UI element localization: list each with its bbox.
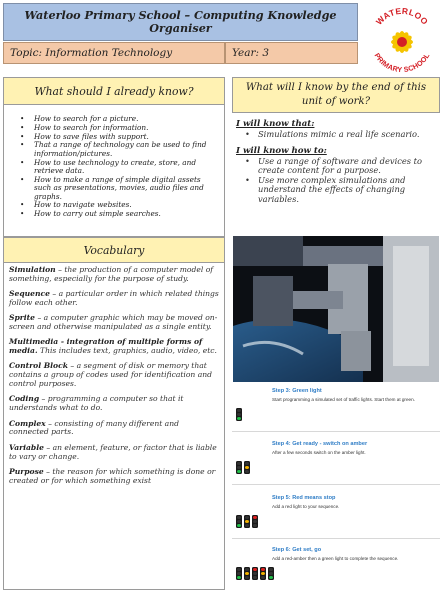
step-title: Step 3: Green light [272, 388, 322, 394]
step-description: Start programming a simulated set of traffic lights. Start them at green. [272, 397, 415, 402]
topic-label: Topic: Information Technology [3, 42, 225, 64]
vocab-term: Complex [9, 418, 46, 428]
list-item: • How to navigate websites. [34, 201, 216, 209]
list-item: • How to carry out simple searches. [34, 210, 216, 218]
step-4 [232, 437, 440, 485]
vocab-item-control-block: Control Block – a segment of disk or memory that contains a group of codes used for identification and control purposes. [9, 361, 212, 389]
traffic-light-icon [252, 515, 258, 528]
vocab-term: Sprite [9, 313, 36, 323]
list-item: • Use more complex simulations and understand the effects of changing variables. [258, 176, 434, 205]
step-6 [232, 543, 440, 591]
step-5 [232, 491, 440, 539]
vocab-item-variable: Variable – an element, feature, or factor that is liable to vary or change. [9, 442, 217, 461]
page-title: Waterloo Primary School – Computing Knowledge Organiser [3, 3, 358, 41]
know-that-label: I will know that: [236, 119, 315, 129]
traffic-light-icon [244, 567, 250, 580]
vocab-term: Variable [9, 442, 44, 452]
vocab-definition: This includes text, graphics, audio, video, etc. [40, 346, 217, 356]
vocab-definition: programming a computer so that it understands what to do. [9, 394, 184, 413]
space-station-simulation-image [233, 236, 439, 382]
step-description: Add a red-amber then a green light to complete the sequence. [272, 556, 399, 561]
traffic-light-icon [244, 461, 250, 474]
list-item: • How to search for information. [34, 124, 216, 132]
will-know-section [232, 113, 440, 233]
vocab-definition: a computer graphic which may be moved on-screen and otherwise manipulated as a single entity. [9, 313, 218, 332]
vocab-term: Coding [9, 394, 40, 404]
svg-text:WATERLOO: WATERLOO [373, 5, 431, 27]
know-list [3, 105, 225, 237]
vocab-definition: a segment of disk or memory that contains a group of codes used for identification and control purposes. [9, 361, 212, 389]
traffic-light-icons [236, 408, 242, 421]
list-item: • Simulations mimic a real life scenario. [258, 130, 434, 140]
list-item: • How to use technology to create, store, and retrieve data. [34, 159, 216, 176]
vocab-term: Control Block [9, 361, 68, 371]
step-3 [232, 384, 440, 432]
traffic-light-icon [252, 567, 258, 580]
know-heading: What should I already know? [3, 77, 225, 105]
vocab-term: Sequence [9, 289, 50, 299]
traffic-light-icon [244, 515, 250, 528]
vocab-item-sprite: Sprite – a computer graphic which may be moved on-screen and otherwise manipulated as a single entity. [9, 313, 218, 332]
list-item: • That a range of technology can be used to find information/pictures. [34, 141, 216, 158]
traffic-light-icon [260, 567, 266, 580]
vocab-definition: a particular order in which related things follow each other. [9, 289, 219, 308]
vocab-item-purpose: Purpose – the reason for which something is done or created or for which something exist [9, 466, 216, 485]
year-label: Year: 3 [225, 42, 358, 64]
vocabulary-heading: Vocabulary [3, 237, 225, 263]
vocab-item-sequence: Sequence – a particular order in which related things follow each other. [9, 289, 219, 308]
vocab-item-coding: Coding – programming a computer so that it understands what to do. [9, 394, 184, 413]
vocab-item-multimedia [9, 338, 219, 356]
step-description: Add a red light to your sequence. [272, 504, 340, 509]
traffic-light-icon [236, 567, 242, 580]
traffic-light-icon [236, 515, 242, 528]
vocab-definition: the production of a computer model of something, especially for the purpose of study. [9, 265, 214, 283]
traffic-light-icons [236, 567, 274, 580]
vocab-item-complex: Complex – consisting of many different and connected parts. [9, 418, 179, 437]
step-title: Step 4: Get ready - switch on amber [272, 441, 368, 447]
list-item: • How to search for a picture. [34, 115, 216, 123]
traffic-light-icons [236, 461, 250, 474]
traffic-light-icon [236, 408, 242, 421]
step-title: Step 6: Get set, go [272, 547, 322, 553]
list-item: • How to make a range of simple digital assets such as presentations, movies, audio files and graphs. [34, 176, 216, 201]
vocabulary-list [3, 263, 225, 590]
traffic-light-icon [268, 567, 274, 580]
vocab-term: Simulation [9, 265, 56, 274]
traffic-light-icon [236, 461, 242, 474]
list-item: • How to save files with support. [34, 133, 216, 141]
traffic-light-icons [236, 515, 258, 528]
vocab-item-simulation: Simulation – the production of a computer model of something, especially for the purpose of study. [9, 265, 214, 283]
vocab-term: Purpose [9, 466, 44, 476]
list-item: • Use a range of software and devices to create content for a purpose. [258, 157, 434, 176]
will-know-heading: What will I know by the end of this unit of work? [232, 77, 440, 113]
school-logo [363, 2, 441, 80]
step-description: After a few seconds switch on the amber light. [272, 450, 366, 455]
know-how-label: I will know how to: [236, 145, 327, 156]
vocab-definition: the reason for which something is done or created or for which something exist [9, 466, 216, 485]
vocab-term: Multimedia - integration of multiple forms of media. [9, 337, 203, 356]
vocab-definition: an element, feature, or factor that is liable to vary or change. [9, 442, 217, 461]
svg-text:PRIMARY SCHOOL: PRIMARY SCHOOL [372, 51, 432, 75]
vocab-definition: consisting of many different and connected parts. [9, 418, 179, 437]
step-title: Step 5: Red means stop [272, 495, 336, 501]
